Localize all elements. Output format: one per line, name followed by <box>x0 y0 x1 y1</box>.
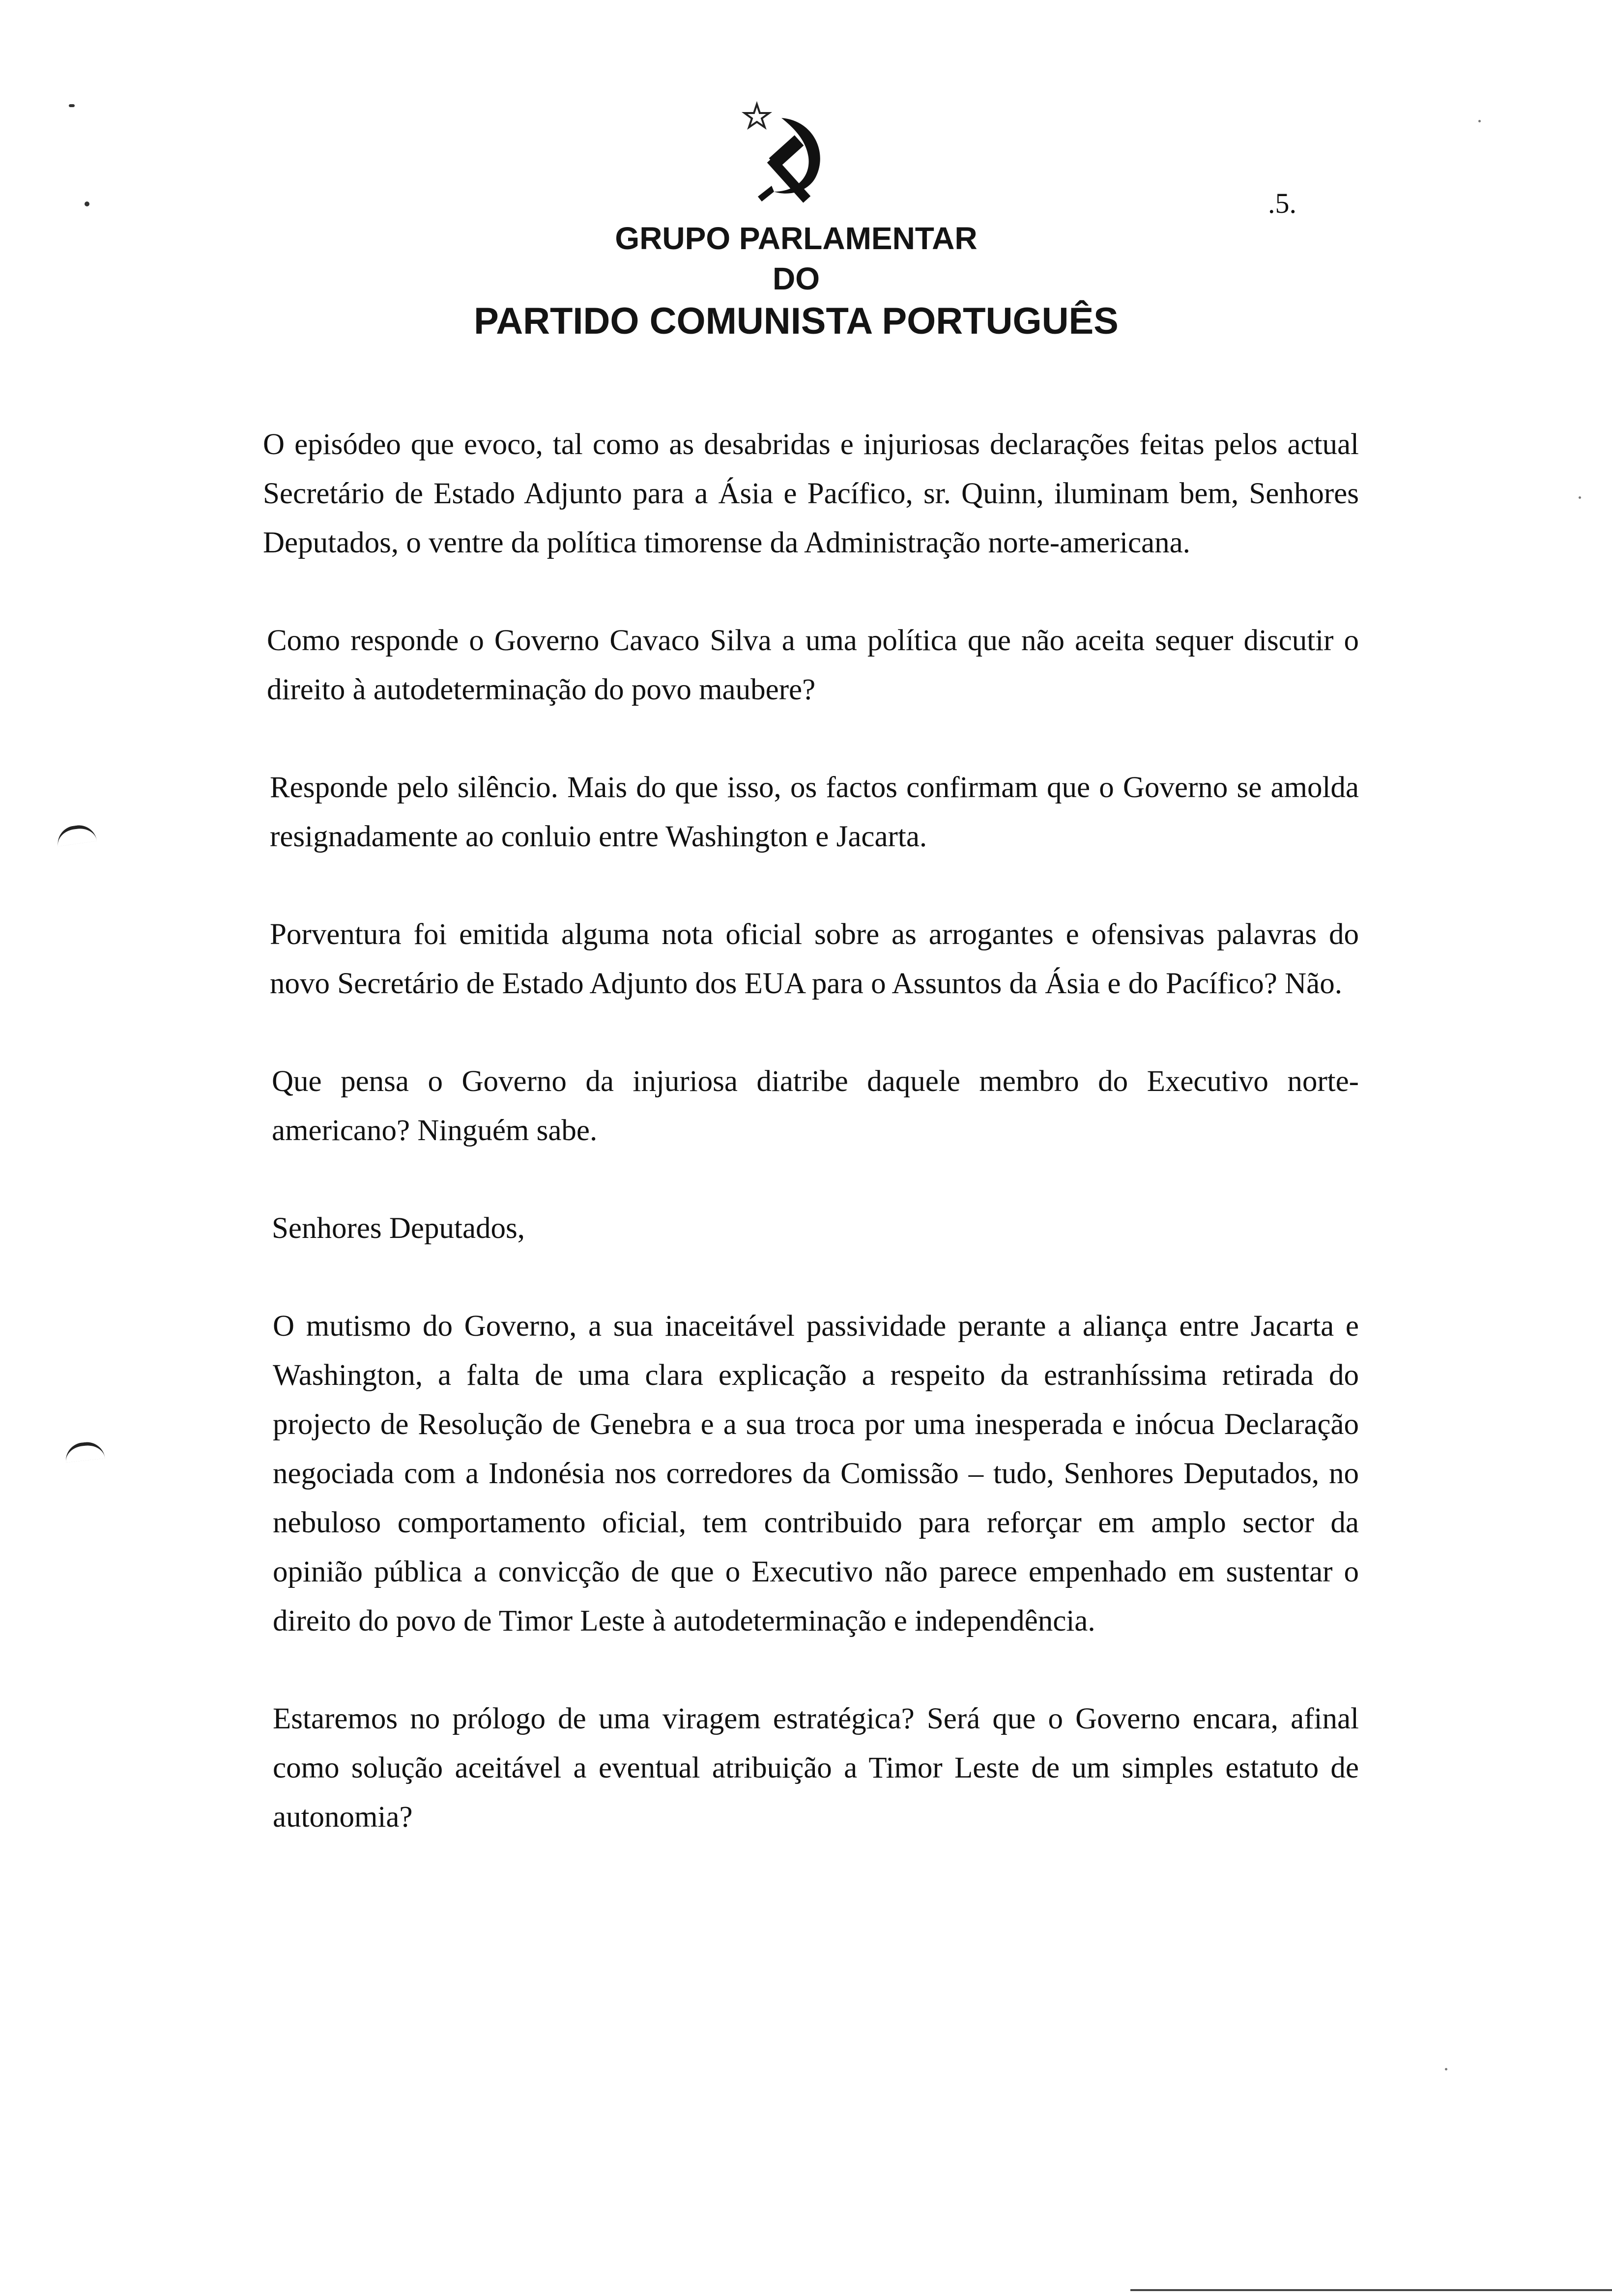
page-number: .5. <box>1268 187 1296 219</box>
scan-mark <box>1478 120 1481 122</box>
scan-mark <box>1579 496 1581 499</box>
scan-edge-line <box>1130 2289 1612 2291</box>
paragraph: Responde pelo silêncio. Mais do que isso, os factos confirmam que o Governo se amolda resignadamente ao conluio entre Washington e Jacarta. <box>270 771 1359 853</box>
paragraph: Porventura foi emitida alguma nota oficial sobre as arrogantes e ofensivas palavras do novo Secretário de Estado Adjunto dos EUA para o Assuntos da Ásia e do Pacífico? Não. <box>270 918 1359 1000</box>
paragraph: Estaremos no prólogo de uma viragem estratégica? Será que o Governo encara, afinal como solução aceitável a eventual atribuição a Timor Leste de um simples estatuto de autonomia? <box>273 1702 1359 1834</box>
scan-mark <box>56 823 97 847</box>
scan-mark <box>85 201 89 206</box>
paragraph: Que pensa o Governo da injuriosa diatribe daquele membro do Executivo norte-americano? Ninguém sabe. <box>272 1065 1359 1147</box>
document-body <box>263 420 1359 1891</box>
paragraph: Como responde o Governo Cavaco Silva a uma política que não aceita sequer discutir o direito à autodeterminação do povo maubere? <box>267 624 1359 706</box>
paragraph: O mutismo do Governo, a sua inaceitável passividade perante a aliança entre Jacarta e Washington, a falta de uma clara explicação a respeito da estranhíssima retirada do projecto de Resolução de Genebra e a sua troca por uma inesperada e inócua Declaração negociada com a Indonésia nos corredores da Comissão – tudo, Senhores Deputados, no nebuloso comportamento oficial, tem contribuido para reforçar em amplo sector da opinião pública a convicção de que o Executivo não parece empenhado em sustentar o direito do povo de Timor Leste à autodeterminação e independência. <box>273 1310 1359 1637</box>
paragraph-salutation: Senhores Deputados, <box>272 1212 525 1245</box>
hammer-sickle-emblem-icon <box>727 98 855 216</box>
header-connector: DO <box>773 261 820 296</box>
scan-mark <box>1445 2068 1447 2070</box>
paragraph: O episódeo que evoco, tal como as desabridas e injuriosas declarações feitas pelos actual Secretário de Estado Adjunto para a Ásia e Pacífico, sr. Quinn, iluminam bem, Senhores Deputados, o ventre da política timorense da Administração norte-americana. <box>263 428 1359 559</box>
header-group-title: GRUPO PARLAMENTAR <box>615 221 978 256</box>
scan-mark <box>64 1440 105 1463</box>
header-party-name: PARTIDO COMUNISTA PORTUGUÊS <box>474 300 1119 342</box>
scan-mark <box>69 104 75 107</box>
